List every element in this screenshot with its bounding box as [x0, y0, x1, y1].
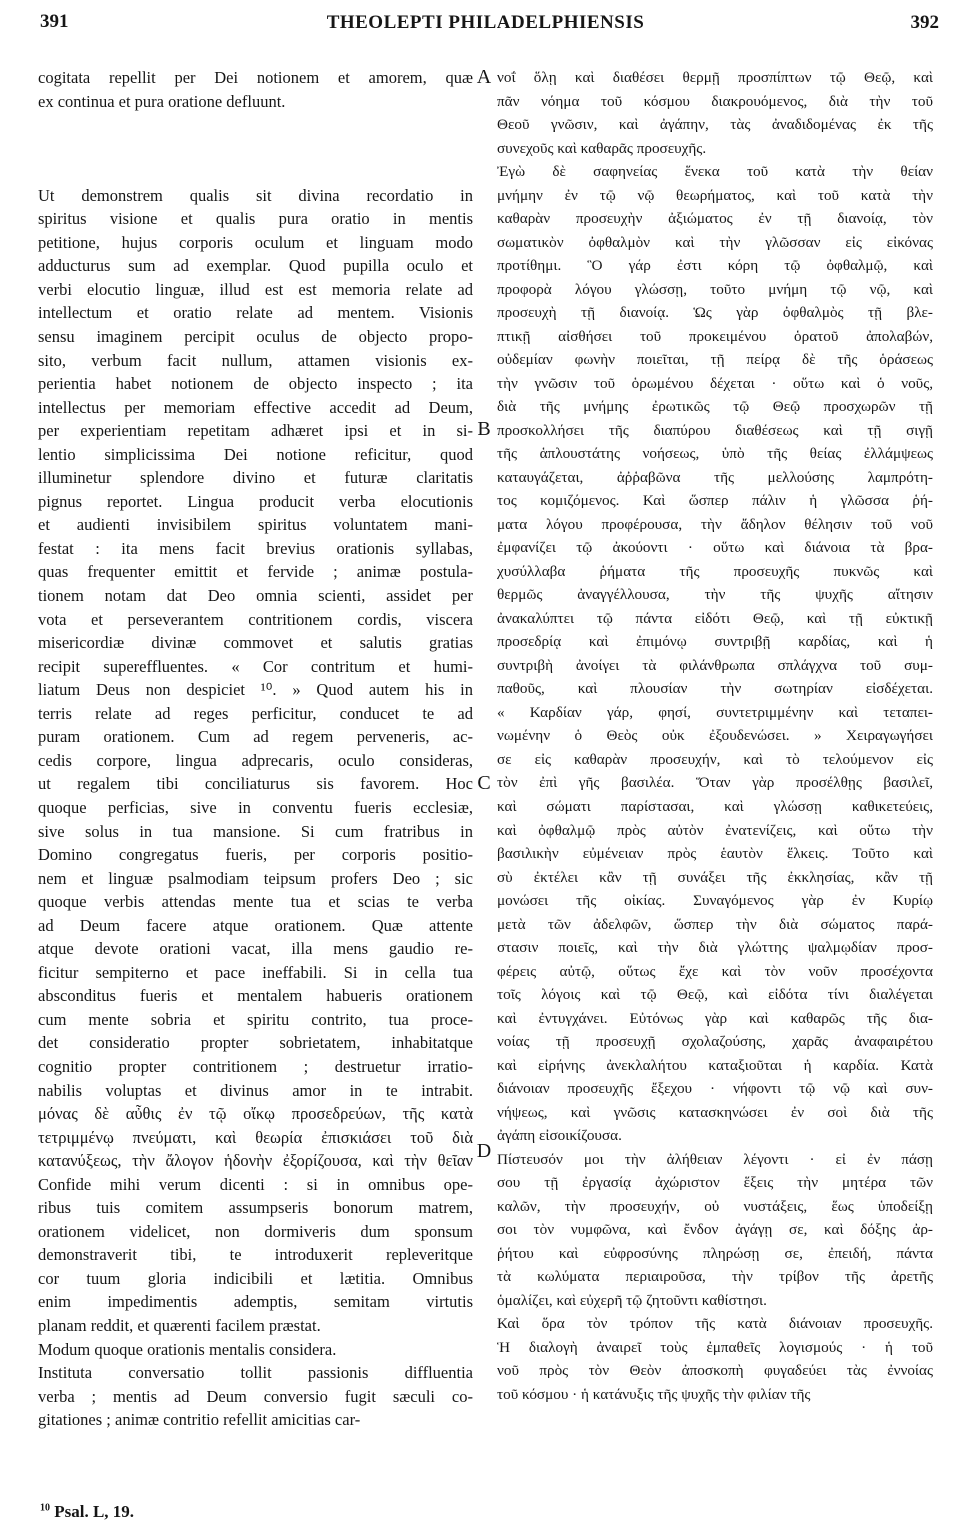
text-line: Καὶ ὅρα τὸν τρόπον τῆς κατὰ διάνοιαν προσευχῆς. [497, 1315, 933, 1333]
text-line: βασιλικὴν εὐμένειαν πρὸς ἑαυτὸν ἕλκεις. Τοῦτο καὶ [497, 845, 933, 863]
text-line: μόνας δὲ αὖθις ἐν τῷ οἴκῳ προσεδρεύων, τῆς κατὰ [38, 1104, 473, 1124]
text-line: καὶ εἰρήνης ἀνεκλαλήτου καταξιοῦται ἡ καρδία. Κατὰ [497, 1056, 933, 1074]
text-line: quas frequenter emittit et fervide ; animæ postula- [38, 562, 473, 582]
text-line: det consideratio propter sobrietatem, inhabitatque [38, 1033, 473, 1053]
text-line: ficitur sempiterno et pace ineffabili. Si in cella tua [38, 962, 473, 982]
text-line: gitationes ; animæ contritio refellit amicitias car- [38, 1410, 361, 1430]
text-line: cedis corpore, lingua adprecaris, oculo consideras, [38, 750, 473, 770]
text-line: misericordiæ divinæ commovet et salutis gratias [38, 633, 473, 653]
text-line: νοίας τῇ προσευχῇ σχολαζούσης, χαρᾶς ἀναφαιρέτου [497, 1033, 933, 1051]
text-line: cor tuum gloria indicibili et lætitia. Omnibus [38, 1268, 473, 1288]
text-line: προσευχὴ τῇ διανοίᾳ. Ὡς γὰρ ὀφθαλμὸς τῇ βλε- [497, 304, 933, 322]
text-line: planam reddit, et quærenti facilem præstat. [38, 1315, 321, 1335]
text-line: νοῦ πρὸς τὸν Θεὸν ἀποσκοπὴ φυγαδεύει τὰς ἐννοίας [497, 1362, 933, 1380]
text-line: ad Deum facere atque orationem. Quæ attente [38, 915, 473, 935]
text-line: recipit supereffluentes. « Cor contritum et humi- [38, 656, 473, 676]
text-line: συνεχοῦς καὶ καθαρᾶς προσευχῆς. [497, 139, 707, 157]
text-line: nem et linguæ psalmodiam teipsum profers Deo ; sic [38, 868, 473, 888]
text-line: Confide mihi verum dicenti : si in omnibus ope- [38, 1174, 473, 1194]
text-line: στασιν ποιεῖς, καὶ τὴν διὰ γλώττης ψαλμῳδίαν προσ- [497, 939, 933, 957]
text-line: ἀνακαλύπτει τῷ πάντα εἰδότι Θεῷ, καὶ τῇ εὐκτικῇ [497, 609, 933, 627]
text-line: προσεδρίᾳ καὶ ἐπιμόνῳ συντριβῇ καρδίας, καὶ ἡ [497, 633, 933, 651]
text-line: cum mente sobria et spiritu contrito, tua proce- [38, 1009, 473, 1029]
text-line [38, 137, 473, 161]
text-line [38, 160, 473, 184]
text-line: καταυγάζεται, ἀῤῥαβῶνα τῆς μελλούσης λαμπρότη- [497, 468, 933, 486]
text-line: perientia habet notionem de objecto inspecto ; ita [38, 374, 473, 394]
text-line: orationem videlicet, non dormiveris dum sponsum [38, 1221, 473, 1241]
greek-column [497, 66, 933, 1406]
text-line: illuminetur splendore divino et futuræ claritatis [38, 468, 473, 488]
text-line: sensu imaginem percipit oculus de objecto propo- [38, 327, 473, 347]
text-line: τοῦ κόσμου · ἡ κατάνυξις τῆς ψυχῆς τὴν φιλίαν τῆς [497, 1385, 811, 1403]
text-line: προσκολλήσει τῆς διαπύρου διαθέσεως καὶ τῇ σιγῇ [497, 421, 933, 439]
text-line: quoque perficias, sive in conventu fueris ecclesiæ, [38, 797, 473, 817]
text-line: συντριβὴ ἀνοίγει τὰ φιλάνθρωπα σπλάγχνα τοῦ συμ- [497, 656, 933, 674]
text-line: « Καρδίαν γάρ, φησί, συντετριμμένην καὶ τεταπει- [497, 703, 933, 721]
text-line: νωμένην ὁ Θεὸς οὐκ ἐξουδενώσει. » Χειραγωγήσει [497, 727, 933, 745]
text-line: προτίθημι. Ὃ γάρ ἐστι κόρη τῷ ὀφθαλμῷ, καὶ [497, 257, 933, 275]
running-header [24, 6, 947, 40]
text-line: lentio simplicissima Dei notione reficitur, quod [38, 444, 473, 464]
text-line: τοῖς λόγοις καὶ τῷ Θεῷ, καὶ εἰδότα τίνι διαλέγεται [497, 986, 933, 1004]
text-line: ὁμαλίζει, καὶ εὐχερῆ τῷ ζητοῦντι καθίστησι. [497, 1291, 767, 1309]
text-line: petitione, hujus corporis oculum et linguam modo [38, 232, 473, 252]
text-line [38, 113, 473, 137]
text-line: οὐδεμίαν φωνὴν ποιεῖται, τῇ πείρᾳ δὲ τῆς ὁράσεως [497, 351, 933, 369]
text-line: demonstraverit tibi, te introduxerit repleveritque [38, 1245, 473, 1265]
text-line: intellectus per memoriam effective accedit ad Deum, [38, 397, 473, 417]
text-line: Ut demonstrem qualis sit divina recordatio in [38, 185, 473, 205]
footnote [40, 1502, 134, 1522]
text-line: Ἐγὼ δὲ σαφηνείας ἕνεκα τοῦ κατὰ τὴν θείαν [497, 163, 933, 181]
text-line: cogitata repellit per Dei notionem et amorem, quæ [38, 68, 473, 87]
text-line: ex continua et pura oratione defluunt. [38, 91, 286, 111]
text-line: νοΐ ὅλῃ καὶ διαθέσει θερμῇ προσπίπτων τῷ Θεῷ, καὶ [497, 69, 933, 86]
text-line: τος κομιζόμενος. Καὶ ὥσπερ πάλιν ἡ γλῶσσα ῥή- [497, 492, 933, 510]
text-line: τετριμμένῳ πνεύματι, καὶ θεωρία ἐπισκιάσει τοῦ διὰ [38, 1127, 473, 1147]
text-line: κατανύξεως, τὴν ἄλογον ἡδονὴν ἐξορίζουσα, καὶ τὴν θεῖαν [38, 1151, 473, 1171]
text-line: τὴν γνῶσιν τοῦ ὁρωμένου δέχεται · οὕτω καὶ ὁ νοῦς, [497, 374, 933, 392]
text-line: καὶ ὀφθαλμῷ πρὸς αὐτὸν ἐνατενίζεις, καὶ οὕτω τὴν [497, 821, 933, 839]
text-line: Modum quoque orationis mentalis considera. [38, 1339, 337, 1359]
text-line: verbi elocutio linguæ, illud est est memoria relate ad [38, 279, 473, 299]
text-line: πτικῇ αἰσθήσει τοῦ προκειμένου ὁρατοῦ ἀπολαβών, [497, 327, 933, 345]
text-line: Domino congregatus fueris, per corporis positio- [38, 845, 473, 865]
text-line: pignus reportet. Lingua producit verba elocutionis [38, 491, 473, 511]
text-line: διάνοιαν προσευχῆς ἔξεχου · νήφοντι τῷ νῷ καὶ συν- [497, 1080, 933, 1098]
footnote-text: Psal. L, 19. [54, 1502, 135, 1521]
text-line: Instituta conversatio tollit passionis diffluentia [38, 1363, 473, 1383]
margin-marker-c: C [477, 772, 491, 794]
page-number-right: 392 [910, 12, 939, 33]
text-line: sive solus in tua mansione. Si cum fratribus in [38, 821, 473, 841]
text-line: τῆς ἁπλουστάτης νοήσεως, ὑπὸ τῆς θείας ἐλλάμψεως [497, 445, 933, 463]
text-line: καὶ σώματι παρίστασαι, καὶ γλώσσῃ καθικετεύεις, [497, 797, 933, 815]
text-line: προφορὰ λόγου γλώσσῃ, τοῦτο μνήμη τῷ νῷ, καὶ [497, 280, 933, 298]
text-line: adducturus sum ad exemplar. Quod pupilla oculo et [38, 256, 473, 276]
text-line: σοι τὸν νυμφῶνα, καὶ ἔνδον ἀγάγῃ σε, καὶ δόξης ἀρ- [497, 1221, 933, 1239]
text-line: quoque verbis attendas mente tua et scias te verba [38, 892, 473, 912]
text-line: enim impedimentis ademptis, semitam virtutis [38, 1292, 473, 1312]
text-line: σὺ ἐκτέλει κἂν τῇ συνάξει τῆς ἐκκλησίας, κἂν τῇ [497, 868, 933, 886]
text-line: spiritus visione et qualis pura oratio in mentis [38, 209, 473, 229]
text-line: puram orationem. Cum ad regem perveneris, ac- [38, 727, 473, 747]
page-number-left: 391 [40, 11, 69, 32]
text-line: festat : ita mens facit brevius orationis syllabas, [38, 538, 473, 558]
text-line: διὰ τῆς μνήμης ἐρωτικῶς τῷ Θεῷ προσχωρῶν τῇ [497, 398, 933, 416]
margin-marker-d: D [476, 1140, 492, 1162]
text-line: absconditus fueris et mentalem habueris orationem [38, 986, 473, 1006]
text-line: Πίστευσόν μοι τὴν ἀλήθειαν λέγοντι · εἰ ἐν πάσῃ [497, 1150, 933, 1168]
text-line: ἐμφανίζει τῷ ἀκούοντι · οὕτω καὶ διάνοια τὰ βρα- [497, 539, 933, 557]
text-line: ῥήτου καὶ εὐφροσύνης πληρώσῃ σε, ἐπειδή, πάντα [497, 1244, 933, 1262]
text-line: Ἡ διαλογὴ ἀναιρεῖ τοὺς ἐμπαθεῖς λογισμούς · ἡ τοῦ [497, 1338, 933, 1356]
text-line: atque devote orationi vacat, illa mens gaudio re- [38, 939, 473, 959]
text-line: et audienti invisibilem spiritus voluntatem mani- [38, 515, 473, 535]
margin-marker-b: B [477, 418, 491, 440]
text-line: παθοῦς, καὶ πλουσίαν τὴν σωτηρίαν εἰσδέχεται. [497, 680, 933, 698]
text-line: Θεοῦ γνῶσιν, καὶ ἀγάπην, τὰς ἀναδιδομένας ἐκ τῆς [497, 116, 933, 134]
text-line: ματα λόγου προφέρουσα, τὴν ἄδηλον θέλησιν τοῦ νοῦ [497, 515, 933, 533]
text-line: cognitio propter contritionem ; destruetur irratio- [38, 1056, 473, 1076]
text-line: vota et perseverantem contritionem cordis, viscera [38, 609, 473, 629]
text-line: liatum Deus non despiciet ¹⁰. » Quod autem his in [38, 680, 473, 700]
text-line: μετὰ τῶν ἀδελφῶν, ὥσπερ τὴν διὰ σώματος παρά- [497, 915, 933, 933]
text-line: φέρεις αὐτῷ, οὕτως ἔχε καὶ τὸν νοῦν προσέχοντα [497, 962, 933, 980]
text-line: nabilis voluptas et divinus amor in te intrabit. [38, 1080, 473, 1100]
text-line: verba ; mentis ad Deum conversio fugit sæculi co- [38, 1386, 473, 1406]
text-line: καὶ ἐντυγχάνει. Εὐτόνως γὰρ καὶ καθαρῶς τῆς δια- [497, 1009, 933, 1027]
text-line: sito, verbum facit nullum, attamen visionis ex- [38, 350, 473, 370]
text-line: terris relate ad reges perficitur, conducet te ad [38, 703, 473, 723]
text-line: tionem notam dat Deo omnia scienti, assidet per [38, 586, 473, 606]
running-title: THEOLEPTI PHILADELPHIENSIS [326, 12, 645, 33]
text-line: νήψεως, καὶ γνῶσις κατασκηνώσει ἐν σοὶ διὰ τῆς [497, 1103, 933, 1121]
margin-marker-a: A [476, 66, 492, 88]
text-line: σε εἰς καθαρὰν προσευχήν, καὶ τὸ τελούμενον εἰς [497, 750, 933, 768]
text-line: τὸν ἐπὶ γῆς βασιλέα. Ὅταν γὰρ προσέλθῃς βασιλεῖ, [497, 774, 933, 792]
text-line: θερμῶς ἀναγγέλλουσα, τὴν τῆς ψυχῆς αἴτησιν [497, 586, 933, 604]
text-line: πᾶν νόημα τοῦ κόσμου διακρουόμενος, διὰ τὴν τοῦ [497, 92, 933, 110]
text-line: σωματικὸν ὀφθαλμὸν καὶ τὴν γλῶσσαν εἰς εἰκόνας [497, 233, 933, 251]
text-line: καλῶν, τὴν προσευχήν, οὐ νυστάξεις, ἕως ὑποδείξῃ [497, 1197, 933, 1215]
text-line: καθαρὰν προσευχὴν ἀξιώματος ἐν τῇ διανοίᾳ, τὸν [497, 210, 933, 228]
latin-column [38, 66, 473, 1432]
text-line: μονώσει τῆς οἰκίας. Συναγόμενος γὰρ ἐν Κυρίῳ [497, 892, 933, 910]
text-line: per experientiam repetitam adhæret ipsi et in si- [38, 421, 473, 441]
text-line: σου τῇ ἐργασίᾳ ἀχώριστον ἕξεις τὴν μητέρα τῶν [497, 1174, 933, 1192]
text-line: ἀγάπη εἰσοικίζουσα. [497, 1127, 622, 1145]
text-line: τὰ κωλύματα περιαιροῦσα, τὴν τρίβον τῆς ἀρετῆς [497, 1268, 933, 1286]
text-line: intellectum et oratio relate ad mentem. Visionis [38, 303, 473, 323]
text-line: ut regalem tibi conciliaturus sis favorem. Hoc [38, 774, 473, 794]
text-line: μνήμην ἐν τῷ νῷ θεωρήματος, καὶ τοῦ κατὰ τὴν [497, 186, 933, 204]
text-line: ribus tuis comitem assumpseris bonorum matrem, [38, 1198, 473, 1218]
text-line: χυσύλλαβα ῥήματα τῆς προσευχῆς πυκνῶς καὶ [497, 562, 933, 580]
footnote-number: 10 [40, 1502, 50, 1514]
